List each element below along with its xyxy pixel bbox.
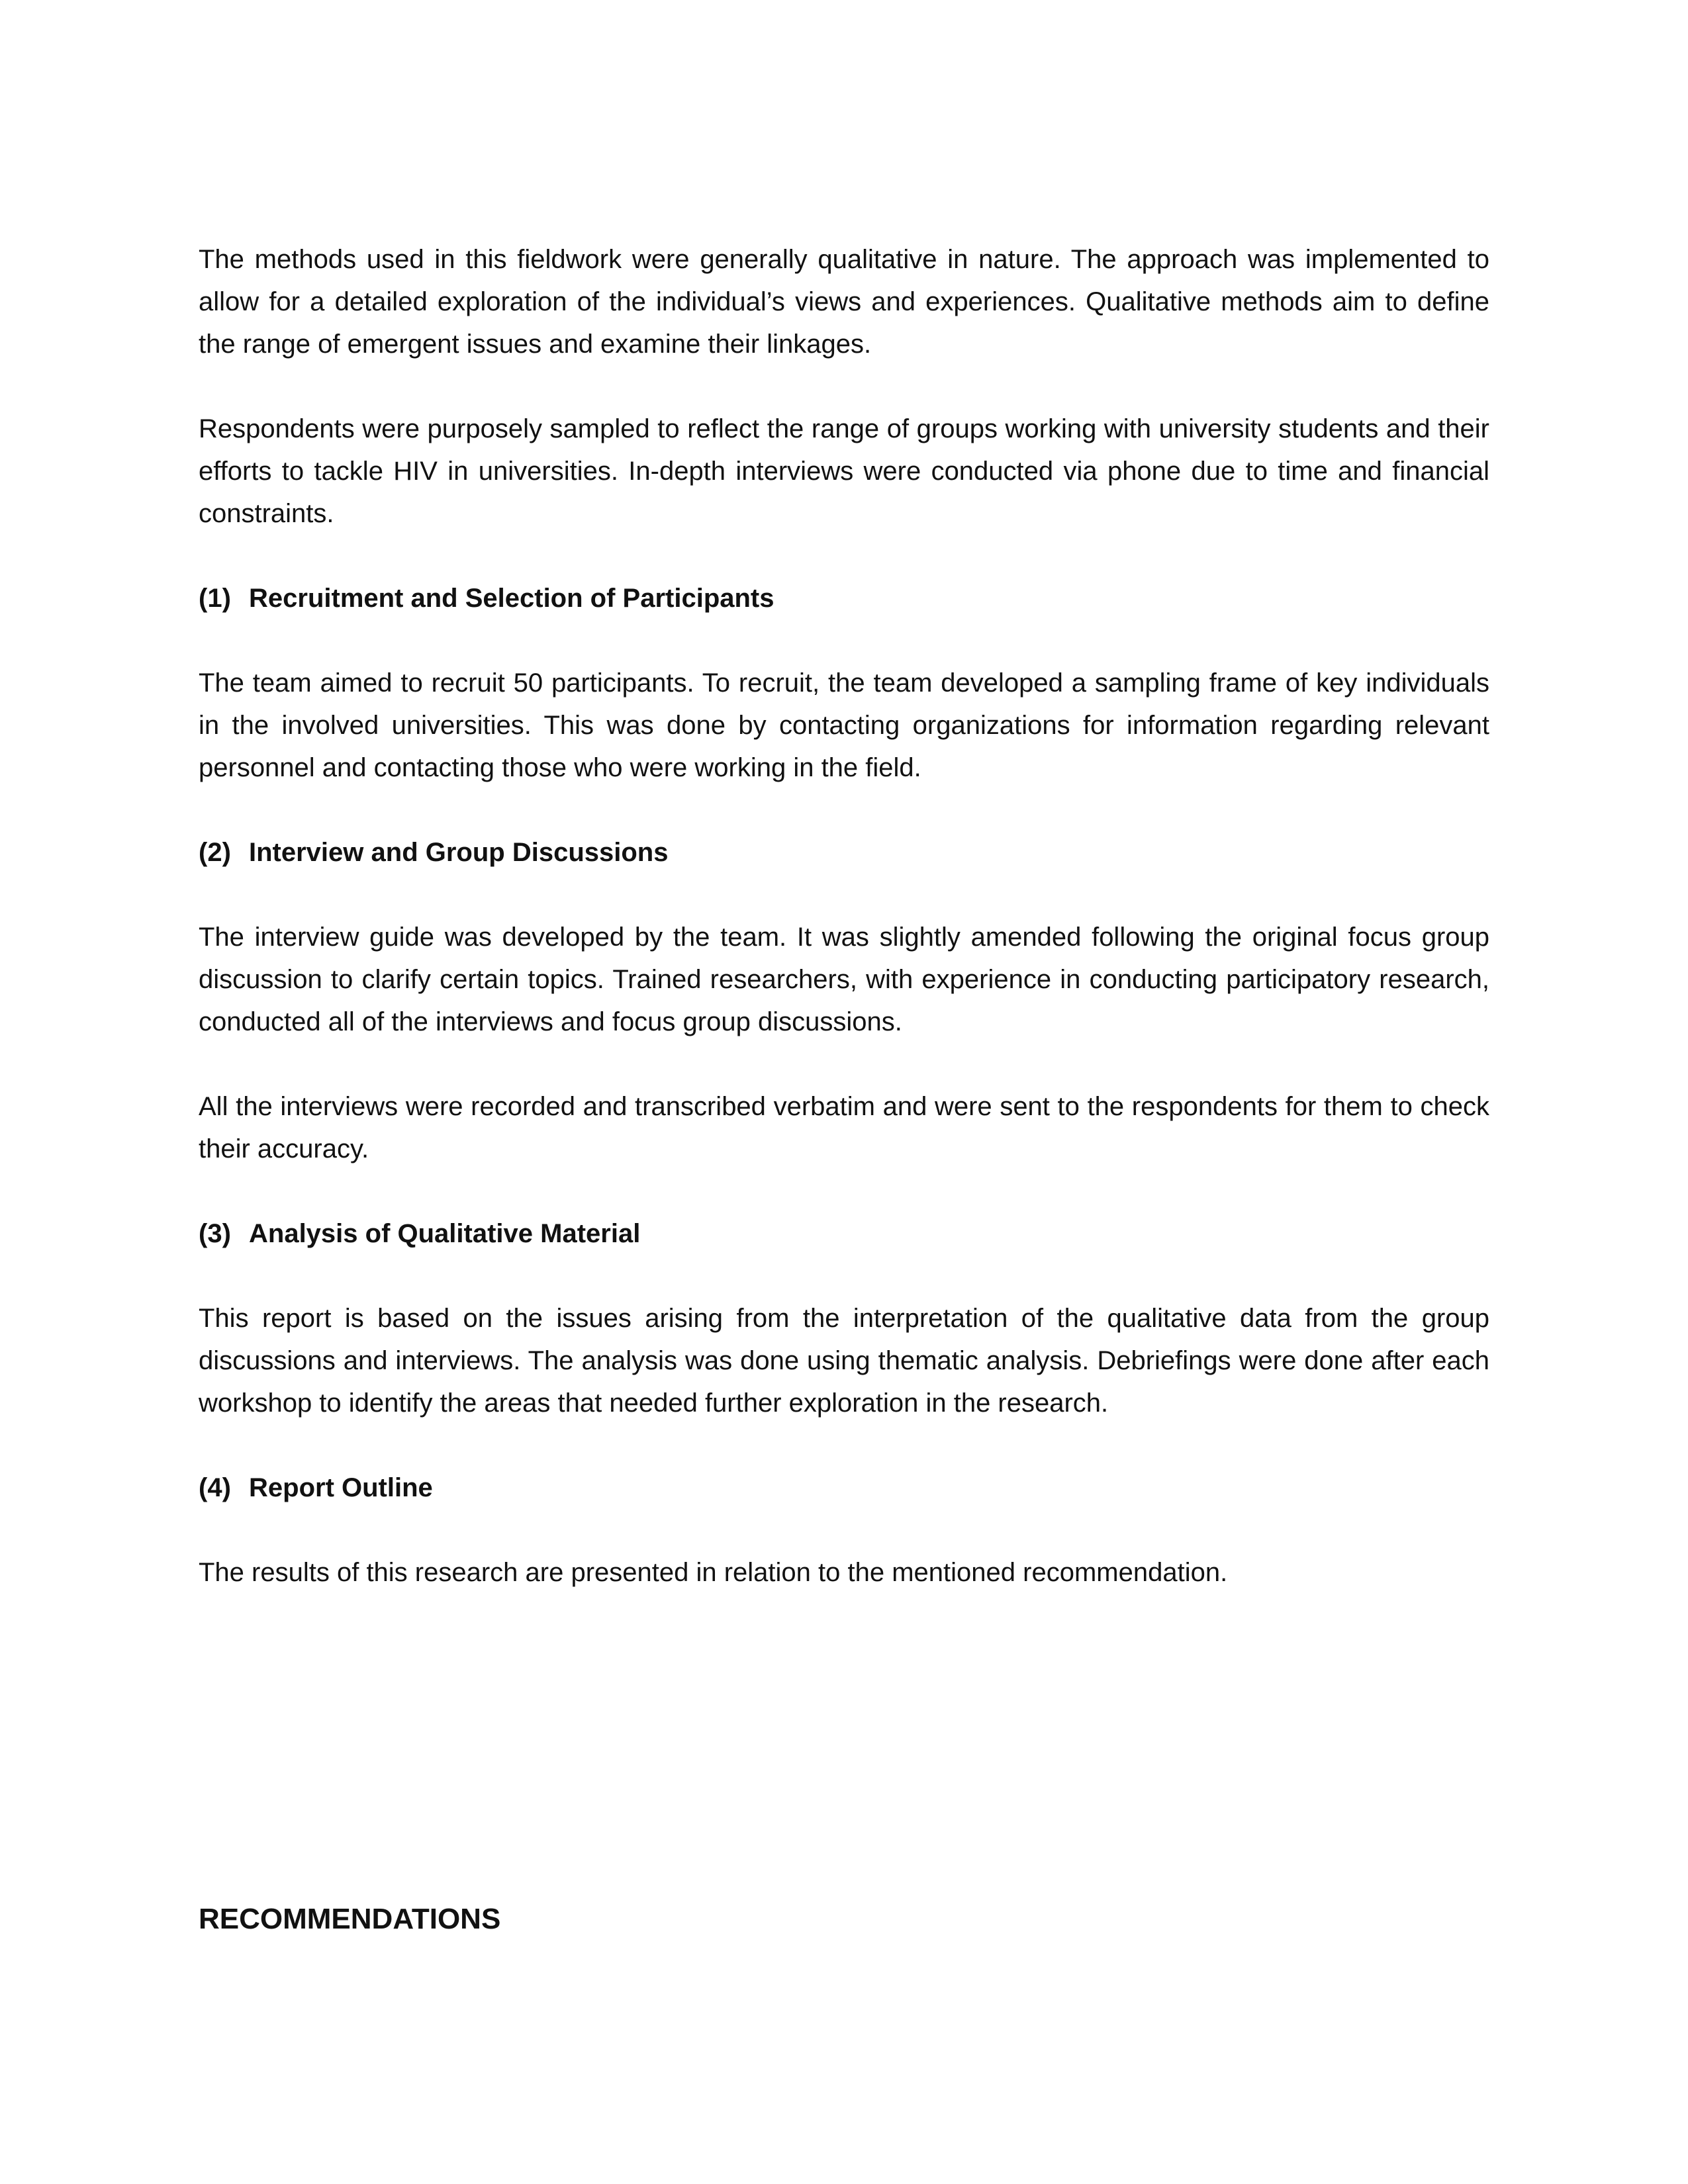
heading-report-outline [199,1467,1489,1509]
paragraph-respondents: Respondents were purposely sampled to reflect the range of groups working with university students and their efforts to tackle HIV in universities. In-depth interviews were conducted via phone due to time and financial constraints. [199,414,1489,528]
heading-text: Interview and Group Discussions [249,838,669,867]
paragraph-recruitment: The team aimed to recruit 50 participants. To recruit, the team developed a sampling frame of key individuals in the involved universities. This was done by contacting organizations for information regarding relevant personnel and contacting those who were working in the field. [199,668,1489,782]
section-title-recommendations: RECOMMENDATIONS [199,1903,501,1935]
heading-analysis [199,1212,1489,1255]
heading-number: (2) [199,838,231,867]
heading-text: Report Outline [249,1473,433,1502]
heading-number: (3) [199,1219,231,1248]
paragraph-results: The results of this research are presented in relation to the mentioned recommendation. [199,1558,1228,1587]
paragraph-interview-guide: The interview guide was developed by the team. It was slightly amended following the original focus group discussion to clarify certain topics. Trained researchers, with experience in conducting participatory research, conducted all of the interviews and focus group discussions. [199,923,1489,1036]
paragraph-recording: All the interviews were recorded and transcribed verbatim and were sent to the respondents for them to check their accuracy. [199,1092,1489,1163]
heading-recruitment [199,577,1489,619]
heading-number: (4) [199,1473,231,1502]
heading-text: Analysis of Qualitative Material [249,1219,641,1248]
paragraph-analysis: This report is based on the issues arising from the interpretation of the qualitative data from the group discussions and interviews. The analysis was done using thematic analysis. Debriefings were done after each workshop to identify the areas that needed further exploration in the research. [199,1304,1489,1418]
heading-interview [199,831,1489,874]
heading-number: (1) [199,584,231,613]
paragraph-methods: The methods used in this fieldwork were generally qualitative in nature. The approach was implemented to allow for a detailed exploration of the individual’s views and experiences. Qualitative methods aim to define the range of emergent issues and examine their linkages. [199,245,1489,359]
heading-text: Recruitment and Selection of Participants [249,584,774,613]
